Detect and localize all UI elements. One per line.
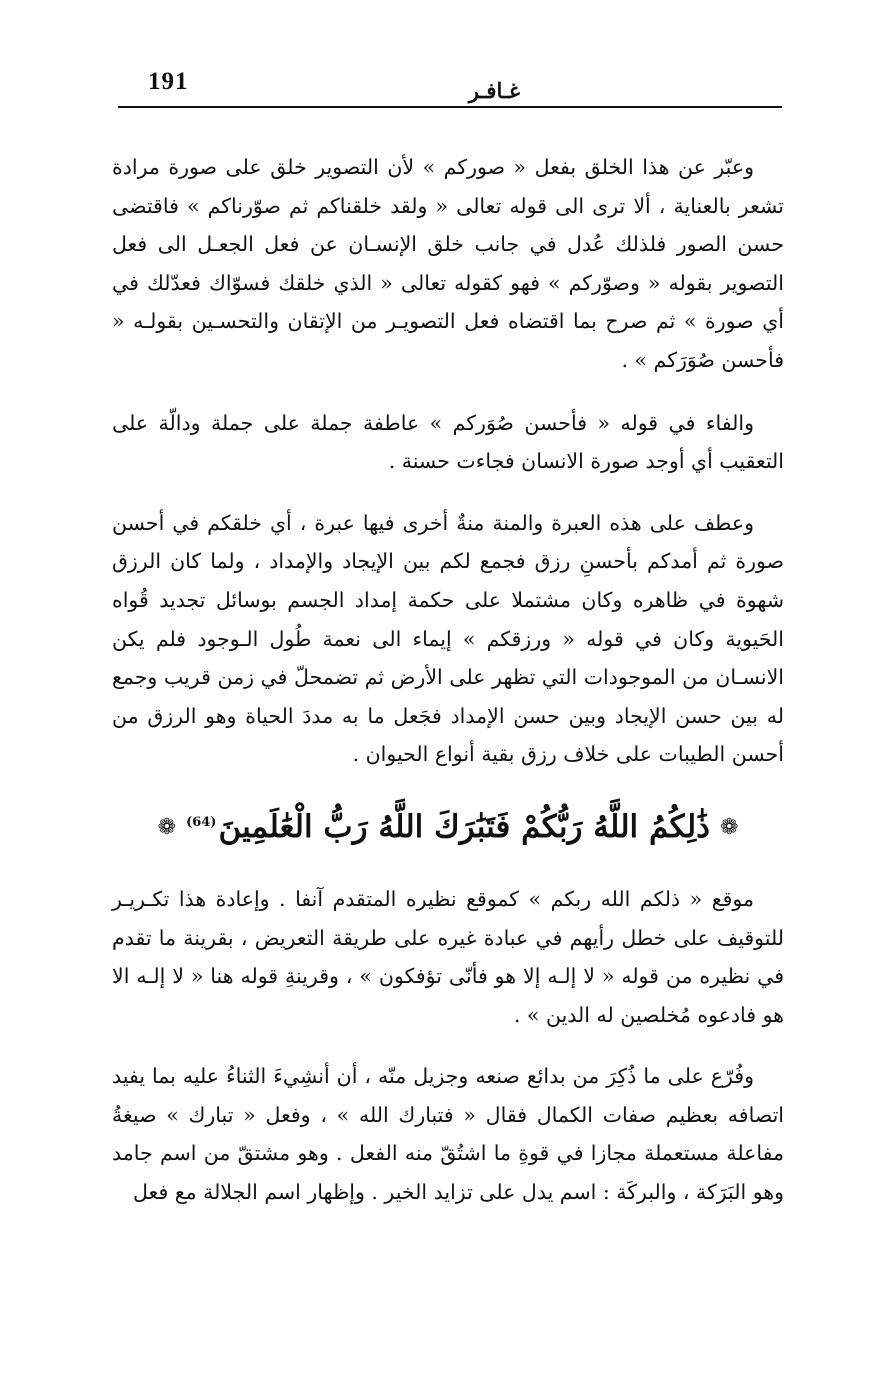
paragraph-3 bbox=[112, 504, 784, 774]
header-rule bbox=[118, 106, 782, 108]
page-header bbox=[118, 64, 782, 110]
paragraph-4 bbox=[112, 880, 784, 1034]
verse-words: ذَٰلِكُمُ اللَّهُ رَبُّكُمْ فَتَبَٰرَكَ اللَّهُ رَبُّ الْعَٰلَمِينَ bbox=[218, 809, 710, 846]
paragraph-1-text: وعبّر عن هذا الخلق بفعل « صوركم » لأن التصوير خلق على صورة مرادة تشعر بالعناية ، ألا ترى الى قوله تعالى « ولقد خلقناكم ثم صوّرناكم » فاقتضى حسن الصور فلذلك عُدل في جانب خلق الإنسـان عن فعل الجعـل الى فعل التصوير بقوله « وصوّركم » فهو كقوله تعالى « الذي خلقك فسوّاك فعدّلك في أي صورة » ثم صرح بما اقتضاه فعل التصويـر من الإتقان والتحسـين بقولـه « فأحسن صُوَرَكم » . bbox=[112, 155, 784, 372]
verse-close-ornament-icon: ❁ bbox=[157, 814, 177, 840]
quran-verse bbox=[112, 800, 784, 856]
paragraph-5 bbox=[112, 1057, 784, 1211]
verse-text bbox=[186, 809, 710, 846]
page-body bbox=[112, 148, 784, 1212]
paragraph-3-text: وعطف على هذه العبرة والمنة منةٌ أخرى فيها عبرة ، أي خلقكم في أحسن صورة ثم أمدكم بأحسنِ رزق فجمع لكم بين الإيجاد والإمداد ، ولما كان الرزق شهوة في ظاهره وكان مشتملا على حكمة إمداد الجسم بوسائل تجديد قُواه الحَيوية وكان في قوله « ورزقكم » إيماء الى نعمة طُول الـوجود فلم يكن الانسـان من الموجودات التي تظهر على الأرض ثم تضمحلّ في زمن قريب وجمع له بين حسن الإيجاد وبين حسن الإمداد فجَعل ما به مددَ الحياة وهو الرزق من أحسن الطيبات على خلاف رزق بقية أنواع الحيوان . bbox=[112, 510, 784, 767]
paragraph-2-text: والفاء في قوله « فأحسن صُوَركم » عاطفة جملة على جملة ودالّة على التعقيب أي أوجد صورة الانسان فجاءت حسنة . bbox=[112, 410, 784, 474]
paragraph-5-text: وفُرّع على ما ذُكِرَ من بدائع صنعه وجزيل منّه ، أن أنشِيءَ الثناءُ عليه بما يفيد اتصافه بعظيم صفات الكمال فقال « فتبارك الله » ، وفعل « تبارك » صيغةُ مفاعلة مستعملة مجازا في قوةِ ما اشتُقّ منه الفعل . وهو مشتقّ من اسم جامد وهو البَرَكة ، والبركَة : اسم يدل على تزايد الخير . وإظهار اسم الجلالة مع فعل bbox=[112, 1064, 784, 1205]
paragraph-1 bbox=[112, 148, 784, 380]
page-number: 191 bbox=[148, 68, 189, 95]
verse-open-ornament-icon: ❁ bbox=[719, 814, 739, 840]
paragraph-2 bbox=[112, 404, 784, 481]
paragraph-4-text: موقع « ذلكم الله ربكم » كموقع نظيره المتقدم آنفا . وإعادة هذا تكـريـر للتوقيف على خطل رأيهم في عبادة غيره على طريقة التعريض ، بقرينة ما تقدم في نظيره من قوله « لا إلـه إلا هو فأنّى تؤفكون » ، وقرينةِ قوله هنا « لا إلـه الا هو فادعوه مُخلصين له الدين » . bbox=[112, 886, 784, 1027]
verse-number: (64) bbox=[186, 815, 217, 831]
running-title: غـافـر bbox=[468, 78, 520, 103]
